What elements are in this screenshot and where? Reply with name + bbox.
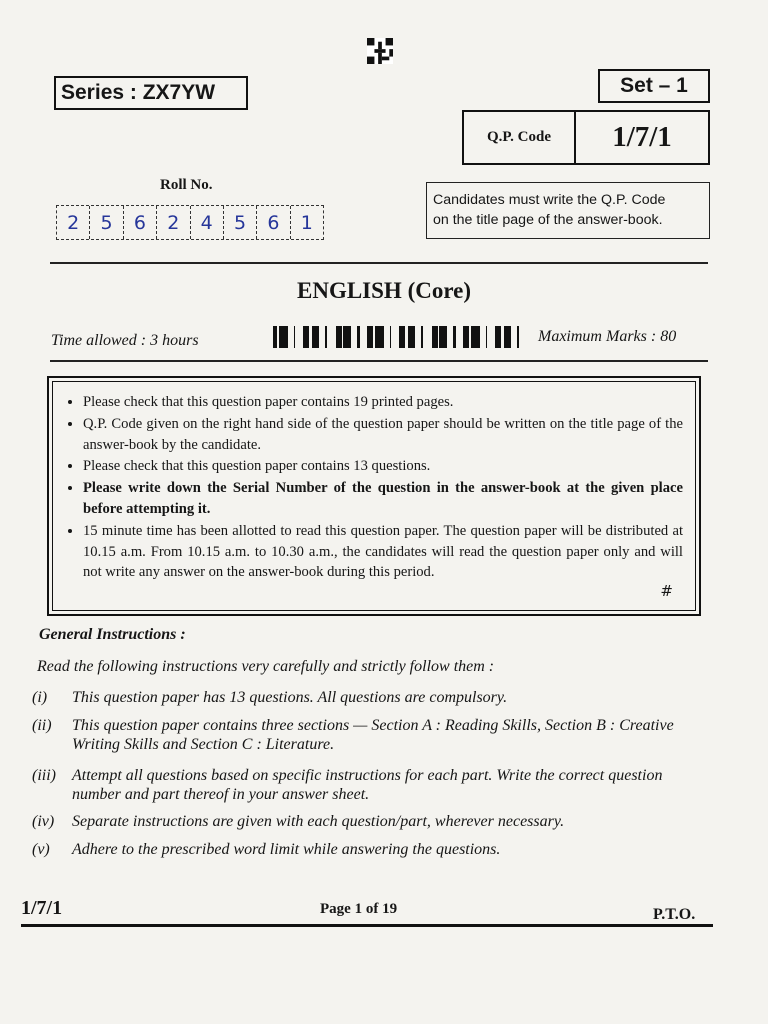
instruction-number: (iii) (32, 767, 56, 784)
footer-qp-code: 1/7/1 (21, 897, 63, 919)
roll-number-label: Roll No. (160, 177, 213, 193)
roll-digit: 5 (224, 206, 257, 239)
divider (50, 360, 708, 362)
roll-digit: 2 (157, 206, 190, 239)
general-instructions-heading: General Instructions : (39, 626, 186, 643)
notice-item: • Please write down the Serial Number of the question in the answer-book at the given place before attempting it. (83, 478, 683, 520)
pto-label: P.T.O. (653, 906, 696, 923)
qp-code-value: 1/7/1 (612, 121, 672, 153)
page-number: Page 1 of 19 (320, 901, 398, 917)
paper-title: ENGLISH (Core) (297, 278, 471, 303)
instruction-text: This question paper has 13 questions. All questions are compulsory. (72, 689, 508, 706)
instruction-text: Separate instructions are given with each question/part, wherever necessary. (72, 813, 565, 830)
roll-digit: 6 (257, 206, 290, 239)
instruction-item (32, 688, 712, 707)
maximum-marks: Maximum Marks : 80 (538, 328, 677, 345)
qp-code-box (462, 110, 710, 165)
series-label: Series : ZX7YW (54, 76, 248, 110)
notice-box (47, 376, 701, 616)
instruction-text: Adhere to the prescribed word limit while answering the questions. (72, 841, 501, 858)
qp-code-label: Q.P. Code (464, 112, 576, 163)
roll-number-grid (56, 205, 324, 240)
roll-digit: 6 (124, 206, 157, 239)
general-instructions-intro: Read the following instructions very carefully and strictly follow them : (37, 658, 495, 675)
instruction-item (32, 716, 712, 754)
roll-digit: 5 (90, 206, 123, 239)
roll-digit: 2 (57, 206, 90, 239)
roll-digit: 1 (300, 211, 313, 234)
notice-item: • 15 minute time has been allotted to read this question paper. The question paper will be distributed at 10.15 a.m. From 10.15 a.m. to 10.30 a.m., the candidates will read the question paper only and will not write any answer on the answer-book during this period. (83, 521, 683, 583)
divider (50, 262, 708, 264)
notice-item: • Please check that this question paper contains 19 printed pages. (83, 392, 683, 413)
instruction-number: (iv) (32, 813, 55, 830)
notice-item: • Q.P. Code given on the right hand side of the question paper should be written on the title page of the answer-book by the candidate. (83, 414, 683, 456)
set-label: Set – 1 (598, 69, 710, 103)
instruction-number: (ii) (32, 717, 52, 734)
notice-item: • Please check that this question paper contains 13 questions. (83, 456, 683, 477)
instruction-number: (v) (32, 841, 50, 858)
instruction-item (32, 812, 712, 831)
footer-divider (21, 924, 713, 927)
instruction-text: Attempt all questions based on specific instructions for each part. Write the correct question number and part thereof in your answer sheet. (72, 767, 663, 803)
candidate-note-line: on the title page of the answer-book. (433, 212, 663, 228)
time-allowed: Time allowed : 3 hours (51, 332, 199, 349)
candidate-note-line: Candidates must write the Q.P. Code (433, 192, 666, 208)
roll-digit: 4 (191, 206, 224, 239)
instruction-item (32, 766, 712, 804)
qr-code-icon (367, 38, 393, 64)
barcode-icon (273, 326, 528, 348)
hash-mark: # (660, 582, 673, 600)
instruction-number: (i) (32, 689, 48, 706)
instruction-text: This question paper contains three sections — Section A : Reading Skills, Section B : Creative Writing Skills and Section C : Literature. (72, 717, 674, 753)
instruction-item (32, 840, 712, 859)
candidate-note (426, 182, 710, 239)
